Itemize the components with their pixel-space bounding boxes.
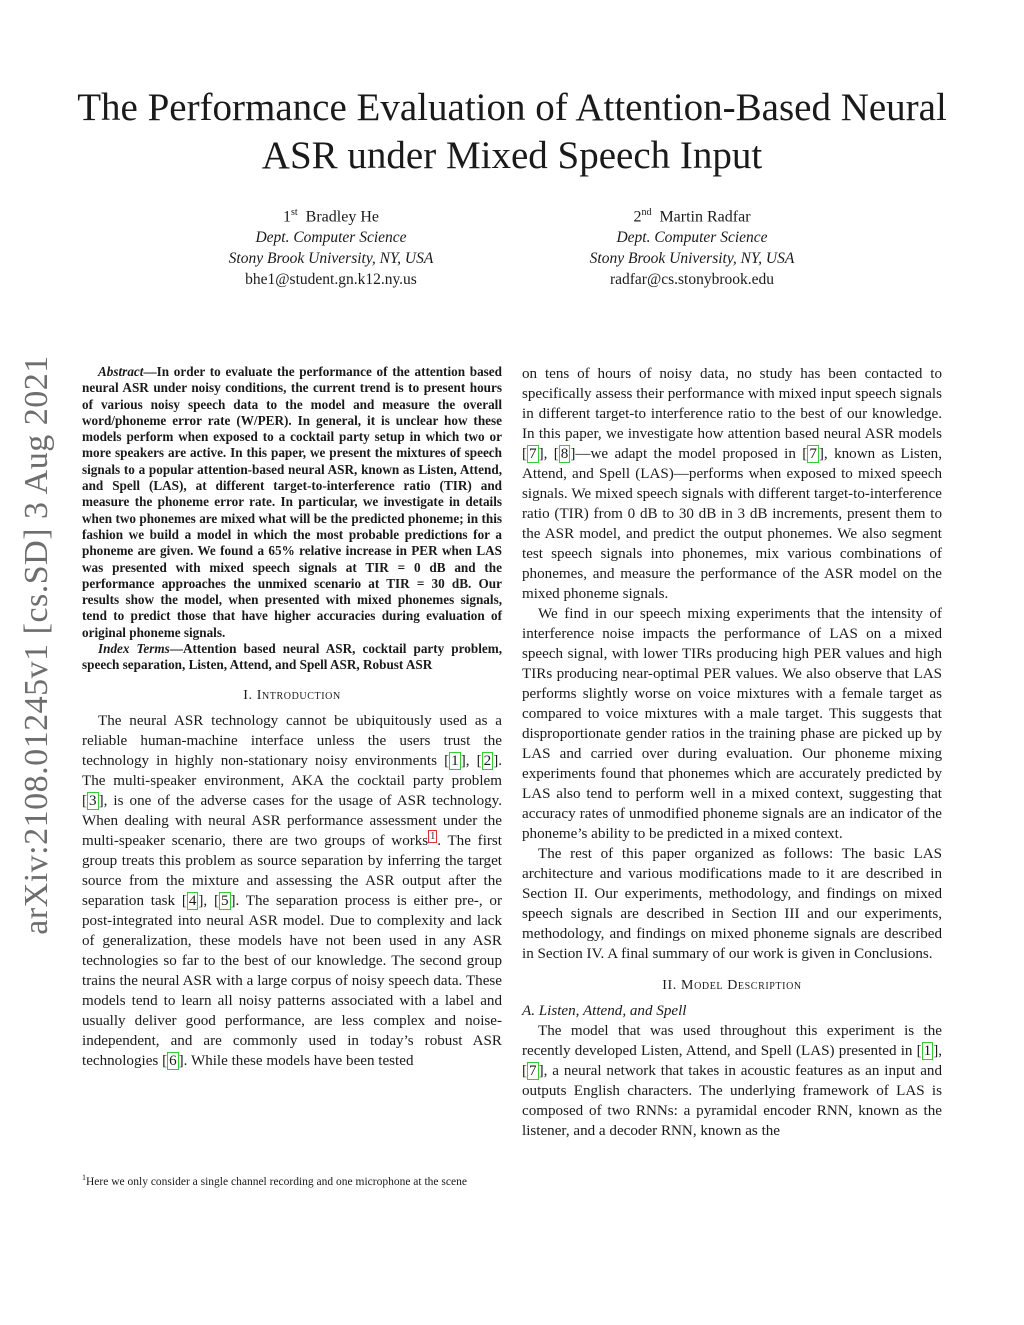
citation-link[interactable]: 7 — [529, 446, 537, 462]
footnote — [82, 1170, 502, 1190]
text-run: , — [543, 446, 554, 462]
index-terms-label: Index Terms — [98, 641, 170, 657]
citation-link[interactable]: 2 — [483, 752, 492, 769]
section-title: Introduction — [256, 687, 341, 703]
text-run: , — [203, 892, 214, 909]
intro-paragraph-2: We find in our speech mixing experiments that the intensity of interference noise impacts the performance of LAS on a mixed speech signal, with lower TIRs producing high PER values and high TIRs producing near-optimal PER values. We also observe that LAS performs slightly worse on voice mixtures with a female target as compared to voice mixtures with a male target. This suggests that disproportionate gender ratios in the training phase are picked up by LAS and carried over during evaluation. Our phoneme mixing experiments found that phonemes which are accurately predicted by LAS also tend to perform well in a mixed context, suggesting that accuracy rates of unmodified phoneme signals are an indicator of the phoneme’s ability to be predicted in a mixed context. — [522, 606, 942, 842]
text-run: , a neural network that takes in acoustic features as an input and outputs English characters. The underlying framework of LAS is composed of two RNNs: a pyramidal encoder RNN, known as the listener, and a decoder RNN, known as the — [522, 1063, 942, 1139]
citation-link[interactable]: 4 — [188, 892, 197, 909]
text-run: , — [938, 1043, 942, 1059]
author-email: radfar@cs.stonybrook.edu — [609, 271, 775, 289]
text-run: —we adapt the model proposed in — [575, 446, 803, 462]
right-column — [522, 364, 942, 1141]
citation-link[interactable]: 3 — [89, 792, 97, 809]
section-title: Model Description — [681, 978, 802, 993]
arxiv-identifier: arXiv:2108.01245v1 [cs.SD] 3 Aug 2021 — [18, 355, 55, 935]
citation-link[interactable]: 7 — [809, 446, 817, 462]
footnote-link[interactable]: 1 — [430, 830, 436, 842]
section-number: I. — [243, 687, 253, 703]
text-run: , is one of the adverse cases for the usage of ASR technology. When dealing with neural ASR performance assessment under the multi-speaker scenario, there are two groups of works — [82, 792, 502, 849]
footnote-text: Here we only consider a single channel recording and one microphone at the scene — [86, 1175, 467, 1188]
paper-title: The Performance Evaluation of Attention-Based Neural ASR under Mixed Speech Input — [77, 86, 947, 177]
text-run: . While these models have been tested — [183, 1052, 414, 1069]
author-ordinal: 2 — [633, 208, 642, 226]
author-affiliation: Stony Brook University, NY, USA — [589, 250, 795, 268]
intro-paragraph-1-continued: on tens of hours of noisy data, no study has been contacted to specifically assess their performance with mixed input speech signals in different target-to interference ratio to the best of our knowledge. In this paper, we investigate how attention based neural ASR models [ 7 ], [ 8 ]—we adapt the model proposed in [ 7 ], known as Listen, Attend, and Spell (LAS)—performs when exposed to mixed speech signals. We mixed speech signals with different target-to-interference ratio (TIR) from 0 dB to 30 dB in 3 dB increments, present them to the ASR model, and predict the output phonemes. We also segment test speech signals into phonemes, mix various combinations of phonemes, and measure the performance of the ASR model on the mixed phoneme signals. — [522, 366, 942, 602]
author-dept: Dept. Computer Science — [616, 229, 768, 247]
text-run: . The separation process is either pre-, or post-integrated into neural ASR model. Due to complexity and lack of generalization, these models have not been used in any ASR technologies so far to the best of our knowledge. The second group trains the neural ASR with a large corpus of noisy speech data. These models tend to learn all noisy patterns associated with a label and usually deliver good performance, are less complex and noise-independent, and are commonly used in today’s robust ASR technologies — [82, 892, 503, 1069]
text-run: , — [465, 752, 477, 769]
footnote-mark: 1 — [82, 1173, 86, 1182]
intro-paragraph-1: The neural ASR technology cannot be ubiquitously used as a reliable human-machine interface unless the users trust the technology in highly non-stationary noisy environments [ 1 ], [ 2 ]. The multi-speaker environment, AKA the cocktail party problem [ 3 ], is one of the adverse cases for the usage of ASR technology. When dealing with neural ASR performance assessment under the multi-speaker scenario, there are two groups of works $^1$ . The first group treats this problem as source separation by inferring the target source from the mixture and assessing the ASR output after the separation task [ 4 ], [ 5 ]. The separation process is either pre-, or post-integrated into neural ASR model. Due to complexity and lack of generalization, these models have not been used in any ASR technologies so far to the best of our knowledge. The second group trains the neural ASR with a large corpus of noisy speech data. These models tend to learn all noisy patterns associated with a label and usually deliver good performance, are less complex and noise-independent, and are commonly used in today’s robust ASR technologies [ 6 ]. While these models have been tested — [82, 712, 503, 1069]
index-terms-text: —Attention based neural ASR, cocktail party problem, speech separation, Listen, Attend, and Spell ASR, Robust ASR — [82, 641, 502, 673]
author-ordinal: 1 — [283, 208, 291, 226]
citation-link[interactable]: 1 — [451, 752, 459, 769]
author-dept: Dept. Computer Science — [255, 229, 407, 247]
section-heading-model-description — [522, 976, 942, 996]
text-run: on tens of hours of noisy data, no study has been contacted to specifically assess their performance with mixed input speech signals in different target-to interference ratio to the best of our knowledge. In this paper, we investigate how attention based neural ASR models — [522, 366, 942, 442]
intro-paragraph-3: The rest of this paper organized as follows: The basic LAS architecture and various modifications made to it are described in Section II. Our experiments, methodology, and findings on mixed speech signals are described in Section III and our experiments, methodology, and findings on mixed phoneme signals are described in Section IV. A final summary of our work is given in Conclusions. — [522, 846, 942, 962]
abstract — [82, 364, 502, 641]
author-email: bhe1@student.gn.k12.ny.us — [245, 271, 417, 289]
text-run: The neural ASR technology cannot be ubiquitously used as a reliable human-machine interface unless the users trust the technology in highly non-stationary noisy environments — [82, 712, 502, 769]
model-paragraph-1: The model that was used throughout this experiment is the recently developed Listen, Attend, and Spell (LAS) presented in [ 1 ], [ 7 ], a neural network that takes in acoustic features as an input and outputs English characters. The underlying framework of LAS is composed of two RNNs: a pyramidal encoder RNN, known as the listener, and a decoder RNN, known as the — [522, 1023, 942, 1139]
author-affiliation: Stony Brook University, NY, USA — [228, 250, 434, 268]
author-name-line — [527, 202, 857, 227]
author-ordinal-suffix: st — [291, 207, 298, 218]
index-terms — [82, 641, 502, 674]
author-name: Martin Radfar — [659, 208, 751, 226]
text-run: . The multi-speaker environment, AKA the cocktail party problem — [82, 752, 502, 789]
left-column — [82, 364, 502, 1071]
citation-link[interactable]: 8 — [560, 446, 569, 462]
citation-link[interactable]: 6 — [169, 1052, 177, 1069]
citation-link[interactable]: 5 — [220, 892, 229, 909]
author-block-1 — [166, 202, 496, 290]
author-block-2 — [527, 202, 857, 290]
subsection-heading: A. Listen, Attend, and Spell — [522, 1003, 687, 1019]
section-number: II. — [662, 978, 677, 993]
abstract-text: —In order to evaluate the performance of the attention based neural ASR under noisy conditions, the current trend is to present hours of various noisy speech data to the model and measure the overall word/phoneme error rate (W/PER). In general, it is unclear how these models perform when exposed to a cocktail party setup in which two or more speakers are active. In this paper, we present the mixtures of speech signals to a popular attention-based neural ASR, known as Listen, Attend, and Spell (LAS), at different target-to-interference ratio (TIR) and measure the phoneme error rate. In particular, we investigate in details when two phonemes are mixed what will be the predicted phoneme; in this fashion we build a model in which the most probable predictions for a phoneme are given. We found a 65% relative increase in PER when LAS was presented with mixed speech signals at TIR = 0 dB and the performance approaches the unmixed scenario at TIR = 30 dB. Our results show the model, when presented with mixed phonemes signals, tend to predict those that have higher accuracies during evaluation of original phoneme signals. — [82, 364, 502, 640]
text-run: The model that was used throughout this experiment is the recently developed Listen, Attend, and Spell (LAS) presented in — [522, 1023, 942, 1059]
section-heading-introduction — [82, 686, 502, 706]
text-run: , known as Listen, Attend, and Spell (LAS)—performs when exposed to mixed speech signals. We mixed speech signals with different target-to-interference ratio (TIR) from 0 dB to 30 dB in 3 dB increments, present them to the ASR model, and predict the output phonemes. We also segment test speech signals into phonemes, mix various combinations of phonemes, and measure the performance of the ASR model on the mixed phoneme signals. — [522, 446, 942, 602]
abstract-label: Abstract — [98, 364, 144, 379]
author-ordinal-suffix: nd — [641, 207, 652, 218]
author-name: Bradley He — [305, 208, 379, 226]
citation-link[interactable]: 7 — [529, 1063, 537, 1079]
citation-link[interactable]: 1 — [923, 1043, 932, 1059]
text-run: . The first group treats this problem as source separation by inferring the target source from the mixture and assessing the ASR output after the separation task — [82, 832, 502, 909]
author-name-line — [166, 202, 496, 227]
